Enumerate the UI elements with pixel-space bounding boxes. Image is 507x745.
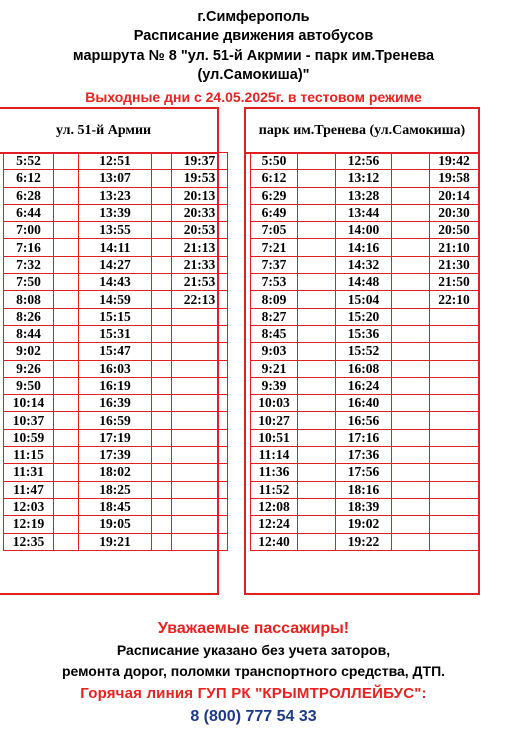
time-cell	[152, 498, 172, 515]
time-cell	[430, 498, 479, 515]
table-row	[251, 325, 479, 342]
schedule-title: Расписание движения автобусов	[133, 28, 374, 44]
time-cell: 8:26	[4, 308, 54, 325]
time-cell	[152, 308, 172, 325]
time-cell	[54, 274, 79, 291]
time-cell	[152, 464, 172, 481]
time-cell	[430, 360, 479, 377]
time-cell: 13:39	[79, 204, 152, 221]
time-cell: 11:47	[4, 481, 54, 498]
table-row	[4, 498, 228, 515]
table-row	[4, 204, 228, 221]
left-stop-title: ул. 51-й Армии	[0, 109, 217, 154]
time-cell: 11:15	[4, 447, 54, 464]
time-cell: 5:52	[4, 153, 54, 170]
time-cell: 14:16	[336, 239, 392, 256]
time-cell	[54, 343, 79, 360]
time-cell	[152, 274, 172, 291]
table-row	[4, 153, 228, 170]
time-cell	[430, 464, 479, 481]
table-row	[4, 360, 228, 377]
time-cell	[392, 274, 430, 291]
table-row	[4, 222, 228, 239]
weekend-notice: Выходные дни с 24.05.2025г. в тестовом режиме	[85, 89, 422, 105]
table-row	[4, 429, 228, 446]
time-cell: 15:52	[336, 343, 392, 360]
table-row	[251, 464, 479, 481]
time-cell	[172, 343, 228, 360]
time-cell	[54, 222, 79, 239]
table-row	[251, 516, 479, 533]
time-cell	[298, 274, 336, 291]
disclaimer-line1: Расписание указано без учета заторов,	[116, 642, 391, 658]
time-cell	[392, 343, 430, 360]
table-row	[251, 360, 479, 377]
time-cell: 6:12	[4, 170, 54, 187]
time-cell	[298, 395, 336, 412]
time-cell: 20:33	[172, 204, 228, 221]
time-cell: 20:50	[430, 222, 479, 239]
time-cell	[152, 170, 172, 187]
time-cell	[392, 533, 430, 550]
time-cell	[298, 343, 336, 360]
time-cell	[54, 239, 79, 256]
route-title: маршрута № 8 "ул. 51-й Акрмии - парк им.Тренева	[72, 48, 435, 64]
time-cell	[392, 239, 430, 256]
table-row	[4, 239, 228, 256]
table-row	[251, 429, 479, 446]
time-cell: 12:19	[4, 516, 54, 533]
time-cell: 8:27	[251, 308, 298, 325]
time-cell: 12:24	[251, 516, 298, 533]
time-cell	[172, 412, 228, 429]
time-cell: 7:05	[251, 222, 298, 239]
time-cell	[152, 239, 172, 256]
time-cell	[298, 360, 336, 377]
time-cell: 16:59	[79, 412, 152, 429]
table-row	[251, 256, 479, 273]
time-cell: 15:31	[79, 325, 152, 342]
time-cell	[54, 360, 79, 377]
time-cell	[54, 153, 79, 170]
time-cell: 21:33	[172, 256, 228, 273]
time-cell: 6:29	[251, 187, 298, 204]
time-cell: 14:11	[79, 239, 152, 256]
time-cell	[298, 170, 336, 187]
time-cell: 15:47	[79, 343, 152, 360]
time-cell: 10:27	[251, 412, 298, 429]
time-cell	[392, 412, 430, 429]
time-cell: 21:10	[430, 239, 479, 256]
time-cell	[172, 464, 228, 481]
time-cell	[152, 325, 172, 342]
time-cell	[392, 153, 430, 170]
time-cell	[392, 256, 430, 273]
time-cell: 14:00	[336, 222, 392, 239]
time-cell: 17:19	[79, 429, 152, 446]
time-cell	[54, 412, 79, 429]
time-cell: 20:30	[430, 204, 479, 221]
time-cell	[54, 204, 79, 221]
time-cell: 17:56	[336, 464, 392, 481]
table-row	[4, 187, 228, 204]
table-row	[4, 516, 228, 533]
time-cell	[298, 498, 336, 515]
time-cell: 9:21	[251, 360, 298, 377]
time-cell	[298, 377, 336, 394]
time-cell: 19:22	[336, 533, 392, 550]
time-cell: 10:14	[4, 395, 54, 412]
table-row	[4, 447, 228, 464]
right-stop-title: парк им.Тренева (ул.Самокиша)	[246, 109, 478, 154]
table-row	[251, 412, 479, 429]
time-cell	[430, 481, 479, 498]
time-cell: 17:39	[79, 447, 152, 464]
time-cell	[298, 516, 336, 533]
time-cell: 16:03	[79, 360, 152, 377]
time-cell	[430, 325, 479, 342]
time-cell	[430, 516, 479, 533]
time-cell	[392, 481, 430, 498]
time-cell	[54, 429, 79, 446]
time-cell: 6:44	[4, 204, 54, 221]
time-cell	[54, 325, 79, 342]
time-cell	[392, 516, 430, 533]
time-cell	[152, 360, 172, 377]
time-cell: 16:39	[79, 395, 152, 412]
table-row	[251, 170, 479, 187]
time-cell	[152, 343, 172, 360]
time-cell: 9:26	[4, 360, 54, 377]
time-cell	[430, 308, 479, 325]
time-cell: 8:09	[251, 291, 298, 308]
time-cell: 8:44	[4, 325, 54, 342]
time-cell: 7:53	[251, 274, 298, 291]
time-cell: 18:16	[336, 481, 392, 498]
time-cell: 13:23	[79, 187, 152, 204]
time-cell	[298, 412, 336, 429]
time-cell: 14:32	[336, 256, 392, 273]
time-cell	[152, 447, 172, 464]
time-cell	[298, 464, 336, 481]
table-row	[251, 533, 479, 550]
time-cell	[152, 204, 172, 221]
time-cell	[152, 153, 172, 170]
table-row	[251, 204, 479, 221]
time-cell: 7:32	[4, 256, 54, 273]
time-cell	[392, 308, 430, 325]
time-cell	[54, 377, 79, 394]
time-cell: 7:16	[4, 239, 54, 256]
time-cell: 18:25	[79, 481, 152, 498]
time-cell	[430, 429, 479, 446]
time-cell: 12:56	[336, 153, 392, 170]
time-cell: 16:24	[336, 377, 392, 394]
time-cell: 11:36	[251, 464, 298, 481]
table-row	[4, 464, 228, 481]
table-row	[4, 395, 228, 412]
time-cell: 21:13	[172, 239, 228, 256]
time-cell	[392, 447, 430, 464]
time-cell: 10:59	[4, 429, 54, 446]
time-cell: 13:44	[336, 204, 392, 221]
time-cell: 18:39	[336, 498, 392, 515]
table-row	[4, 343, 228, 360]
time-cell: 15:20	[336, 308, 392, 325]
table-row	[4, 308, 228, 325]
left-timetable	[3, 152, 228, 551]
time-cell: 11:14	[251, 447, 298, 464]
time-cell: 21:30	[430, 256, 479, 273]
time-cell	[152, 291, 172, 308]
time-cell	[392, 291, 430, 308]
time-cell	[152, 395, 172, 412]
city-title: г.Симферополь	[197, 9, 310, 25]
time-cell	[152, 516, 172, 533]
time-cell	[392, 464, 430, 481]
time-cell: 20:53	[172, 222, 228, 239]
time-cell	[430, 447, 479, 464]
time-cell: 21:53	[172, 274, 228, 291]
time-cell: 11:52	[251, 481, 298, 498]
time-cell	[298, 481, 336, 498]
time-cell	[172, 377, 228, 394]
time-cell	[430, 343, 479, 360]
time-cell: 22:10	[430, 291, 479, 308]
time-cell	[54, 291, 79, 308]
time-cell: 11:31	[4, 464, 54, 481]
time-cell	[152, 429, 172, 446]
time-cell	[54, 395, 79, 412]
time-cell: 21:50	[430, 274, 479, 291]
time-cell: 17:36	[336, 447, 392, 464]
table-row	[4, 481, 228, 498]
time-cell	[152, 222, 172, 239]
time-cell	[298, 291, 336, 308]
table-row	[251, 377, 479, 394]
time-cell	[54, 516, 79, 533]
table-row	[251, 291, 479, 308]
time-cell	[392, 429, 430, 446]
time-cell: 19:21	[79, 533, 152, 550]
time-cell	[392, 360, 430, 377]
time-cell	[172, 498, 228, 515]
greeting: Уважаемые пассажиры!	[157, 620, 350, 637]
time-cell	[172, 429, 228, 446]
time-cell: 9:02	[4, 343, 54, 360]
time-cell	[54, 308, 79, 325]
time-cell: 22:13	[172, 291, 228, 308]
time-cell	[152, 412, 172, 429]
time-cell: 13:28	[336, 187, 392, 204]
time-cell: 14:48	[336, 274, 392, 291]
time-cell: 13:12	[336, 170, 392, 187]
time-cell	[392, 170, 430, 187]
time-cell: 7:21	[251, 239, 298, 256]
time-cell: 6:49	[251, 204, 298, 221]
time-cell: 15:15	[79, 308, 152, 325]
time-cell: 5:50	[251, 153, 298, 170]
time-cell	[54, 481, 79, 498]
time-cell	[430, 395, 479, 412]
time-cell: 15:04	[336, 291, 392, 308]
time-cell	[298, 239, 336, 256]
time-cell	[54, 498, 79, 515]
time-cell	[430, 533, 479, 550]
time-cell	[298, 447, 336, 464]
time-cell: 18:45	[79, 498, 152, 515]
time-cell	[298, 153, 336, 170]
table-row	[4, 533, 228, 550]
time-cell	[152, 533, 172, 550]
right-timetable	[250, 152, 479, 551]
time-cell	[298, 256, 336, 273]
time-cell	[392, 204, 430, 221]
time-cell: 16:56	[336, 412, 392, 429]
table-row	[251, 395, 479, 412]
time-cell: 8:08	[4, 291, 54, 308]
time-cell: 7:37	[251, 256, 298, 273]
time-cell: 19:42	[430, 153, 479, 170]
time-cell	[392, 187, 430, 204]
time-cell: 9:03	[251, 343, 298, 360]
time-cell	[54, 170, 79, 187]
time-cell	[54, 464, 79, 481]
time-cell	[298, 308, 336, 325]
time-cell	[172, 447, 228, 464]
time-cell	[172, 325, 228, 342]
time-cell: 10:03	[251, 395, 298, 412]
time-cell	[392, 395, 430, 412]
time-cell: 19:05	[79, 516, 152, 533]
time-cell: 13:55	[79, 222, 152, 239]
time-cell	[430, 377, 479, 394]
table-row	[4, 325, 228, 342]
time-cell: 13:07	[79, 170, 152, 187]
table-row	[251, 481, 479, 498]
disclaimer-line2: ремонта дорог, поломки транспортного средства, ДТП.	[61, 663, 446, 679]
time-cell	[172, 481, 228, 498]
time-cell	[298, 204, 336, 221]
time-cell: 9:39	[251, 377, 298, 394]
table-row	[251, 447, 479, 464]
time-cell	[298, 533, 336, 550]
time-cell: 19:37	[172, 153, 228, 170]
time-cell: 7:50	[4, 274, 54, 291]
hotline-phone: 8 (800) 777 54 33	[190, 708, 317, 725]
time-cell	[298, 325, 336, 342]
time-cell	[152, 481, 172, 498]
time-cell: 12:03	[4, 498, 54, 515]
time-cell	[152, 377, 172, 394]
time-cell	[54, 256, 79, 273]
time-cell: 9:50	[4, 377, 54, 394]
route-title-cont: (ул.Самокиша)"	[197, 67, 310, 83]
time-cell	[298, 222, 336, 239]
time-cell	[392, 498, 430, 515]
time-cell: 14:43	[79, 274, 152, 291]
table-row	[251, 343, 479, 360]
time-cell	[172, 308, 228, 325]
table-row	[4, 274, 228, 291]
time-cell	[298, 187, 336, 204]
time-cell: 15:36	[336, 325, 392, 342]
table-row	[251, 308, 479, 325]
table-row	[251, 222, 479, 239]
time-cell	[54, 187, 79, 204]
time-cell: 10:51	[251, 429, 298, 446]
table-row	[4, 170, 228, 187]
time-cell: 19:02	[336, 516, 392, 533]
time-cell	[172, 360, 228, 377]
table-row	[4, 256, 228, 273]
time-cell: 14:27	[79, 256, 152, 273]
time-cell: 16:40	[336, 395, 392, 412]
time-cell	[152, 256, 172, 273]
table-row	[251, 187, 479, 204]
time-cell: 12:08	[251, 498, 298, 515]
time-cell: 19:58	[430, 170, 479, 187]
time-cell: 7:00	[4, 222, 54, 239]
time-cell: 12:51	[79, 153, 152, 170]
table-row	[4, 291, 228, 308]
time-cell: 18:02	[79, 464, 152, 481]
time-cell	[54, 447, 79, 464]
time-cell	[172, 516, 228, 533]
time-cell: 16:19	[79, 377, 152, 394]
time-cell	[152, 187, 172, 204]
time-cell	[392, 377, 430, 394]
time-cell	[298, 429, 336, 446]
time-cell: 8:45	[251, 325, 298, 342]
time-cell	[54, 533, 79, 550]
time-cell: 16:08	[336, 360, 392, 377]
hotline-label: Горячая линия ГУП РК "КРЫМТРОЛЛЕЙБУС":	[80, 685, 427, 702]
time-cell: 20:14	[430, 187, 479, 204]
time-cell: 17:16	[336, 429, 392, 446]
table-row	[251, 153, 479, 170]
time-cell: 10:37	[4, 412, 54, 429]
time-cell	[172, 395, 228, 412]
table-row	[251, 498, 479, 515]
time-cell	[392, 222, 430, 239]
time-cell	[392, 325, 430, 342]
time-cell: 6:12	[251, 170, 298, 187]
time-cell: 12:35	[4, 533, 54, 550]
time-cell	[172, 533, 228, 550]
time-cell: 12:40	[251, 533, 298, 550]
table-row	[251, 274, 479, 291]
time-cell	[430, 412, 479, 429]
table-row	[4, 412, 228, 429]
table-row	[4, 377, 228, 394]
table-row	[251, 239, 479, 256]
time-cell: 6:28	[4, 187, 54, 204]
time-cell: 14:59	[79, 291, 152, 308]
time-cell: 19:53	[172, 170, 228, 187]
time-cell: 20:13	[172, 187, 228, 204]
